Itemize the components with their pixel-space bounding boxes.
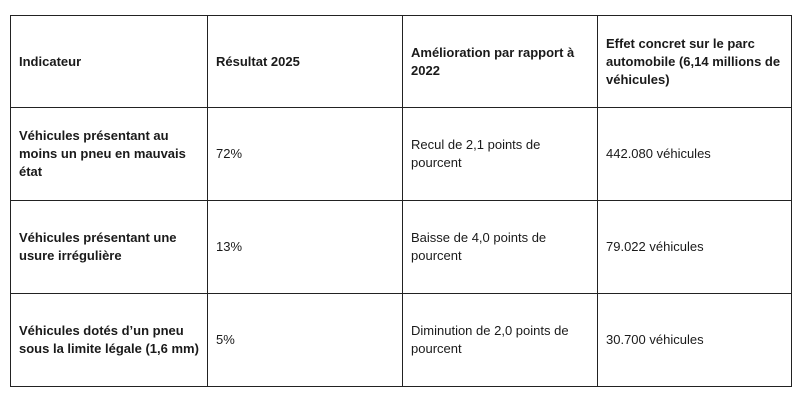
result-cell: 13%	[208, 201, 403, 294]
header-improvement: Amélioration par rapport à 2022	[403, 16, 598, 108]
result-cell: 72%	[208, 108, 403, 201]
effect-cell: 79.022 véhicules	[598, 201, 792, 294]
indicator-cell: Véhicules dotés d’un pneu sous la limite légale (1,6 mm)	[11, 294, 208, 387]
header-indicator: Indicateur	[11, 16, 208, 108]
result-cell: 5%	[208, 294, 403, 387]
table-row	[11, 201, 792, 294]
effect-cell: 442.080 véhicules	[598, 108, 792, 201]
indicator-cell: Véhicules présentant au moins un pneu en mauvais état	[11, 108, 208, 201]
tire-results-table	[10, 15, 792, 387]
table-row	[11, 294, 792, 387]
header-concrete-effect: Effet concret sur le parc automobile (6,14 millions de véhicules)	[598, 16, 792, 108]
header-result-2025: Résultat 2025	[208, 16, 403, 108]
improvement-cell: Baisse de 4,0 points de pourcent	[403, 201, 598, 294]
effect-cell: 30.700 véhicules	[598, 294, 792, 387]
table-row	[11, 108, 792, 201]
indicator-cell: Véhicules présentant une usure irrégulière	[11, 201, 208, 294]
improvement-cell: Recul de 2,1 points de pourcent	[403, 108, 598, 201]
table-header-row	[11, 16, 792, 108]
improvement-cell: Diminution de 2,0 points de pourcent	[403, 294, 598, 387]
